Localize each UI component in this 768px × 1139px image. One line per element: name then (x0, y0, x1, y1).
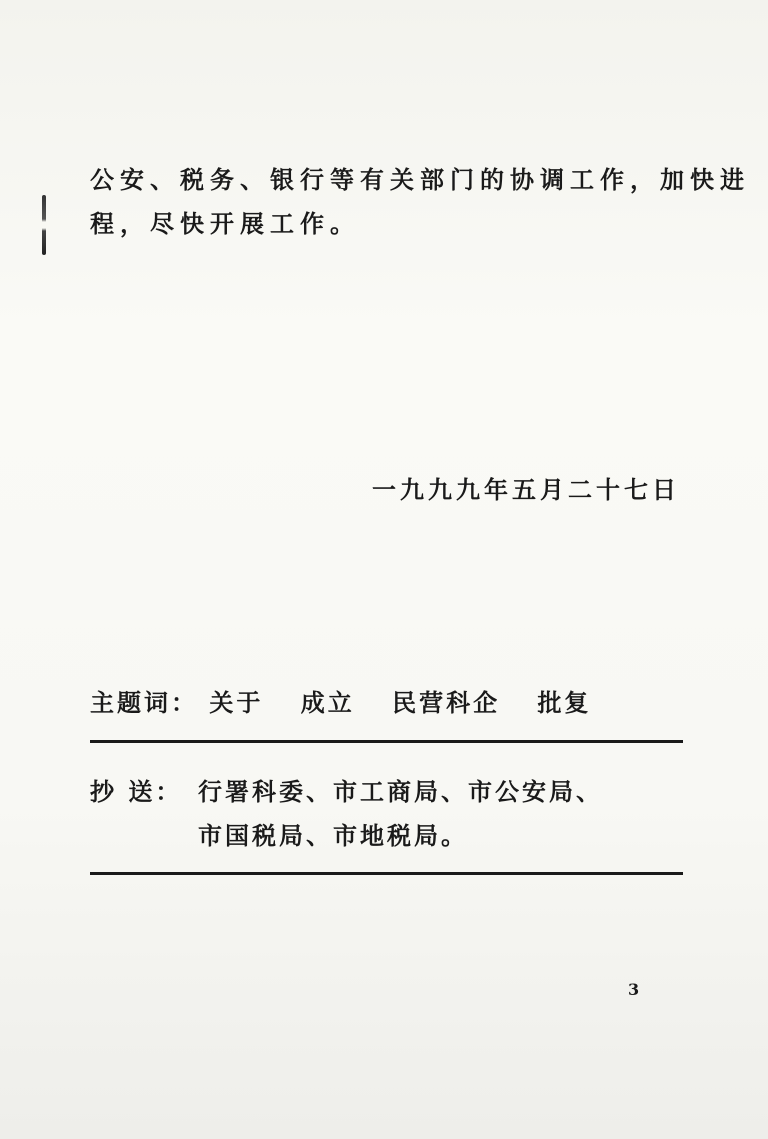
keyword-item: 成立 (300, 688, 355, 717)
cc-line-2: 市国税局、市地税局。 (198, 821, 468, 850)
page-number: 3 (628, 980, 640, 999)
keywords-label: 主题词： (90, 688, 198, 717)
body-line-1: 公安、税务、银行等有关部门的协调工作，加快进 (90, 165, 750, 194)
keyword-item: 关于 (209, 688, 264, 717)
body-paragraph (90, 158, 750, 246)
cc-line-1: 行署科委、市工商局、市公安局、 (198, 777, 603, 806)
document-date: 一九九九年五月二十七日 (372, 475, 680, 504)
binding-mark (42, 195, 46, 255)
subject-keywords (90, 683, 617, 718)
keyword-item: 民营科企 (392, 688, 501, 717)
body-line-2: 程，尽快开展工作。 (90, 209, 360, 238)
divider-bottom (90, 872, 683, 875)
cc-label: 抄 送： (90, 777, 183, 806)
cc-recipients (90, 770, 603, 858)
divider-top (90, 740, 683, 743)
keyword-item: 批复 (537, 688, 592, 717)
